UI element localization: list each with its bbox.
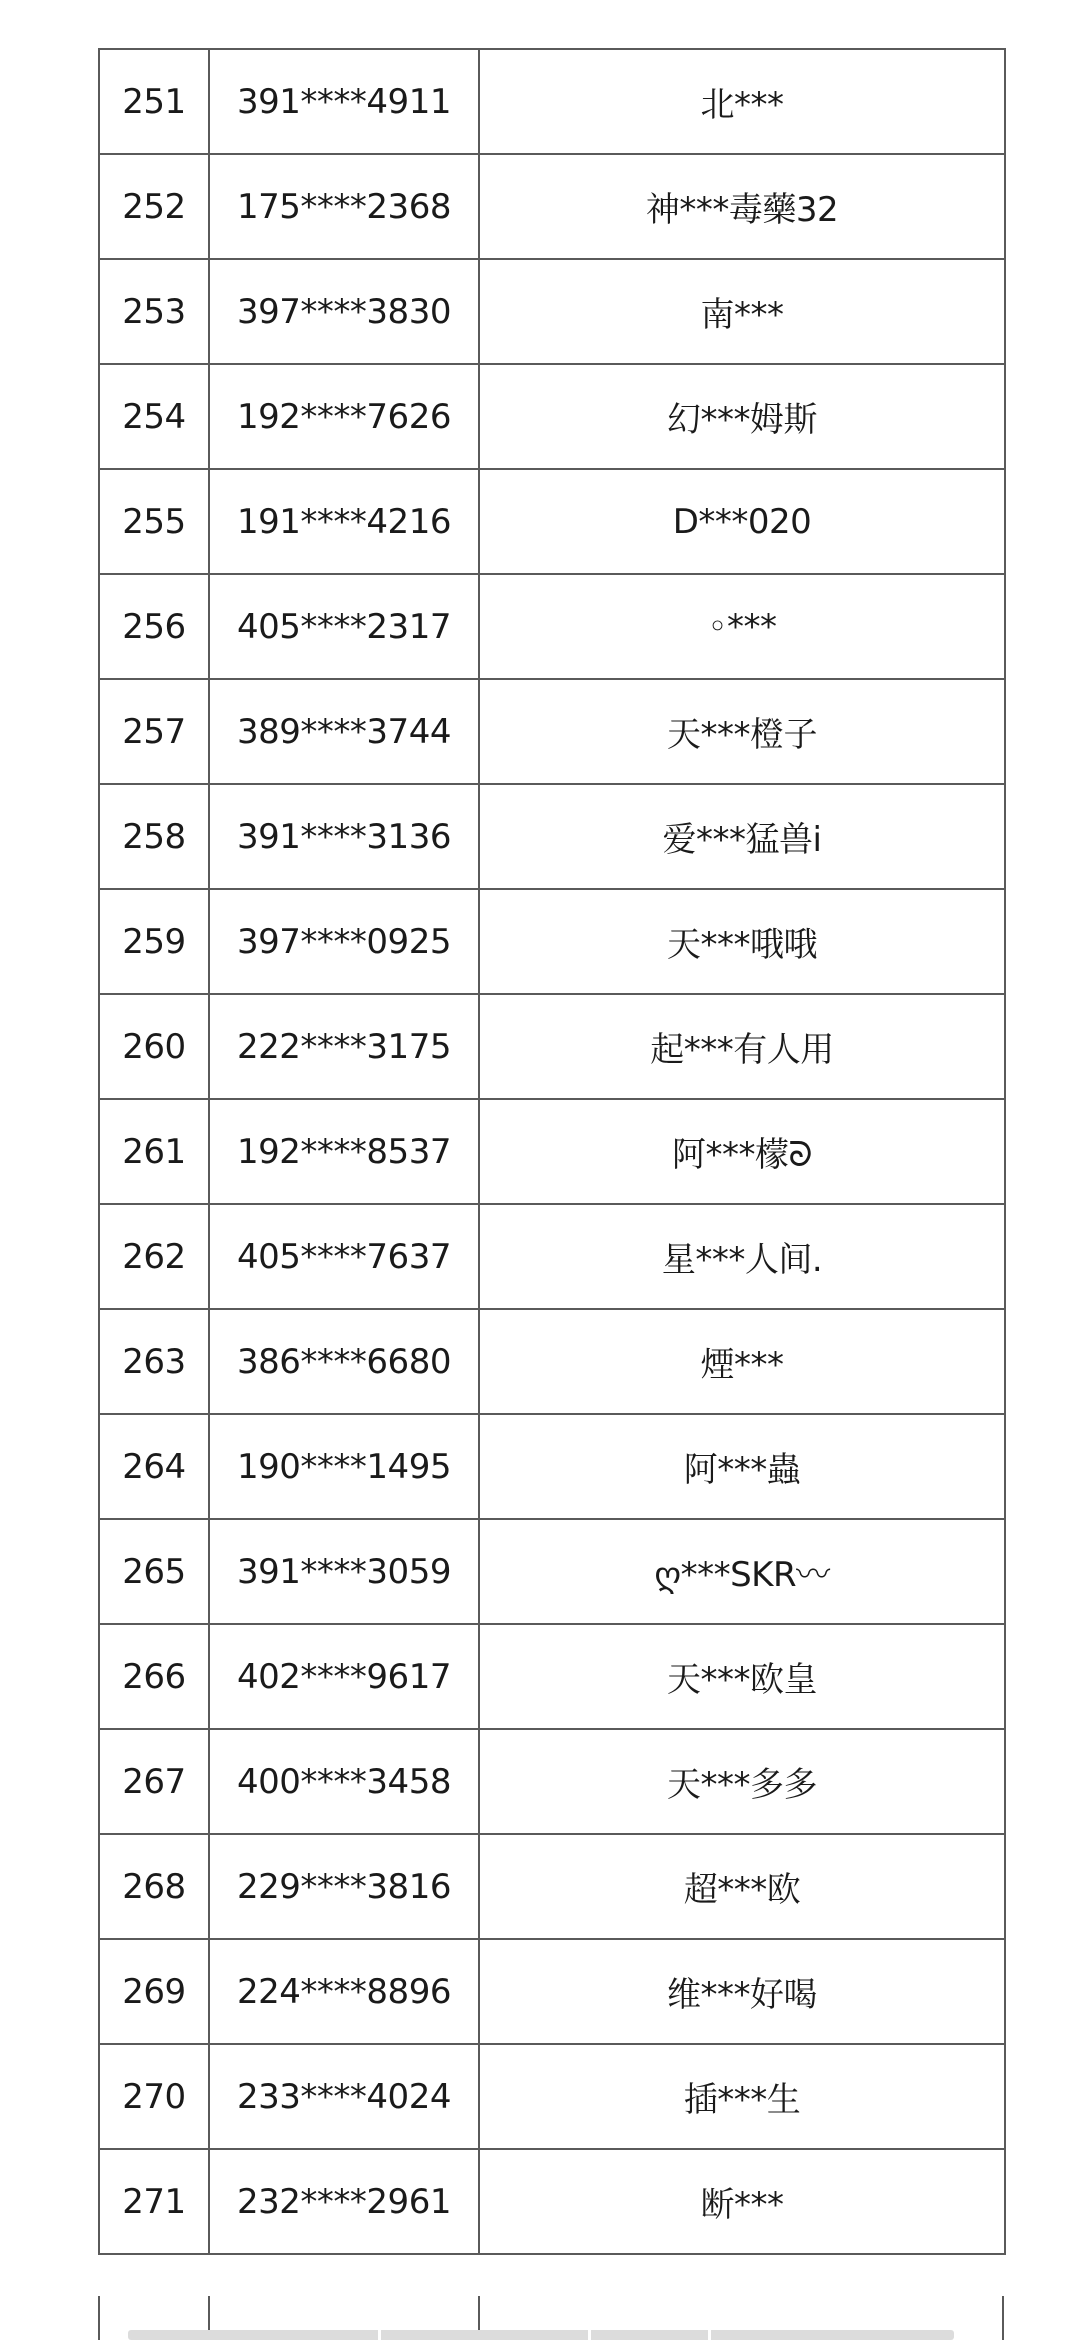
- masked-phone-cell: 405****2317: [209, 574, 479, 679]
- masked-phone-cell: 405****7637: [209, 1204, 479, 1309]
- table-row: [99, 994, 1005, 1099]
- table-row: [99, 1939, 1005, 2044]
- masked-phone-cell: 192****7626: [209, 364, 479, 469]
- masked-phone-cell: 190****1495: [209, 1414, 479, 1519]
- table-row: [99, 1414, 1005, 1519]
- table-row: [99, 1204, 1005, 1309]
- masked-phone-cell: 389****3744: [209, 679, 479, 784]
- masked-name-cell: ◦***: [479, 574, 1005, 679]
- masked-name-cell: 断***: [479, 2149, 1005, 2254]
- row-number-cell: 266: [99, 1624, 209, 1729]
- row-number-cell: 262: [99, 1204, 209, 1309]
- masked-phone-cell: 397****3830: [209, 259, 479, 364]
- masked-name-cell: 起***有人用: [479, 994, 1005, 1099]
- row-number-cell: 260: [99, 994, 209, 1099]
- masked-name-cell: 插***生: [479, 2044, 1005, 2149]
- row-number-cell: 258: [99, 784, 209, 889]
- row-number-cell: 253: [99, 259, 209, 364]
- winner-list-table: [98, 48, 1006, 2255]
- masked-phone-cell: 175****2368: [209, 154, 479, 259]
- masked-phone-cell: 400****3458: [209, 1729, 479, 1834]
- table-row: [99, 1519, 1005, 1624]
- row-number-cell: 267: [99, 1729, 209, 1834]
- row-number-cell: 268: [99, 1834, 209, 1939]
- table-row: [99, 259, 1005, 364]
- table-row: [99, 364, 1005, 469]
- masked-name-cell: 神***毒藥32: [479, 154, 1005, 259]
- row-number-cell: 269: [99, 1939, 209, 2044]
- table-row: [99, 154, 1005, 259]
- table-row: [99, 679, 1005, 784]
- masked-name-cell: ღ***SKR〰: [479, 1519, 1005, 1624]
- masked-phone-cell: 222****3175: [209, 994, 479, 1099]
- masked-phone-cell: 192****8537: [209, 1099, 479, 1204]
- masked-name-cell: 天***橙子: [479, 679, 1005, 784]
- row-number-cell: 270: [99, 2044, 209, 2149]
- masked-phone-cell: 224****8896: [209, 1939, 479, 2044]
- row-number-cell: 271: [99, 2149, 209, 2254]
- table-row: [99, 2044, 1005, 2149]
- row-number-cell: 259: [99, 889, 209, 994]
- masked-name-cell: 南***: [479, 259, 1005, 364]
- row-number-cell: 254: [99, 364, 209, 469]
- row-number-cell: 265: [99, 1519, 209, 1624]
- horizontal-scrollbar[interactable]: [128, 2330, 954, 2340]
- table-row: [99, 574, 1005, 679]
- masked-name-cell: 爱***猛兽i: [479, 784, 1005, 889]
- row-number-cell: 264: [99, 1414, 209, 1519]
- row-number-cell: 255: [99, 469, 209, 574]
- table-row: [99, 1834, 1005, 1939]
- masked-phone-cell: 233****4024: [209, 2044, 479, 2149]
- masked-name-cell: 超***欧: [479, 1834, 1005, 1939]
- masked-phone-cell: 391****4911: [209, 49, 479, 154]
- table-row: [99, 49, 1005, 154]
- table-row: [99, 1624, 1005, 1729]
- masked-phone-cell: 397****0925: [209, 889, 479, 994]
- masked-name-cell: 星***人间.: [479, 1204, 1005, 1309]
- masked-name-cell: 幻***姆斯: [479, 364, 1005, 469]
- masked-name-cell: 阿***蟲: [479, 1414, 1005, 1519]
- table-body: [99, 49, 1005, 2254]
- masked-name-cell: 阿***檬ᘐ: [479, 1099, 1005, 1204]
- masked-name-cell: D***020: [479, 469, 1005, 574]
- row-number-cell: 251: [99, 49, 209, 154]
- masked-phone-cell: 386****6680: [209, 1309, 479, 1414]
- table-row: [99, 784, 1005, 889]
- row-number-cell: 256: [99, 574, 209, 679]
- table-row: [99, 2149, 1005, 2254]
- table-row: [99, 1729, 1005, 1834]
- masked-phone-cell: 402****9617: [209, 1624, 479, 1729]
- row-number-cell: 257: [99, 679, 209, 784]
- table-row: [99, 1309, 1005, 1414]
- masked-name-cell: 天***多多: [479, 1729, 1005, 1834]
- row-number-cell: 261: [99, 1099, 209, 1204]
- masked-phone-cell: 229****3816: [209, 1834, 479, 1939]
- masked-phone-cell: 191****4216: [209, 469, 479, 574]
- masked-phone-cell: 391****3059: [209, 1519, 479, 1624]
- row-number-cell: 252: [99, 154, 209, 259]
- masked-name-cell: 天***欧皇: [479, 1624, 1005, 1729]
- masked-name-cell: 北***: [479, 49, 1005, 154]
- table-row: [99, 1099, 1005, 1204]
- row-number-cell: 263: [99, 1309, 209, 1414]
- table-row: [99, 889, 1005, 994]
- masked-name-cell: 天***哦哦: [479, 889, 1005, 994]
- masked-phone-cell: 232****2961: [209, 2149, 479, 2254]
- masked-phone-cell: 391****3136: [209, 784, 479, 889]
- table-row: [99, 469, 1005, 574]
- masked-name-cell: 煙***: [479, 1309, 1005, 1414]
- masked-name-cell: 维***好喝: [479, 1939, 1005, 2044]
